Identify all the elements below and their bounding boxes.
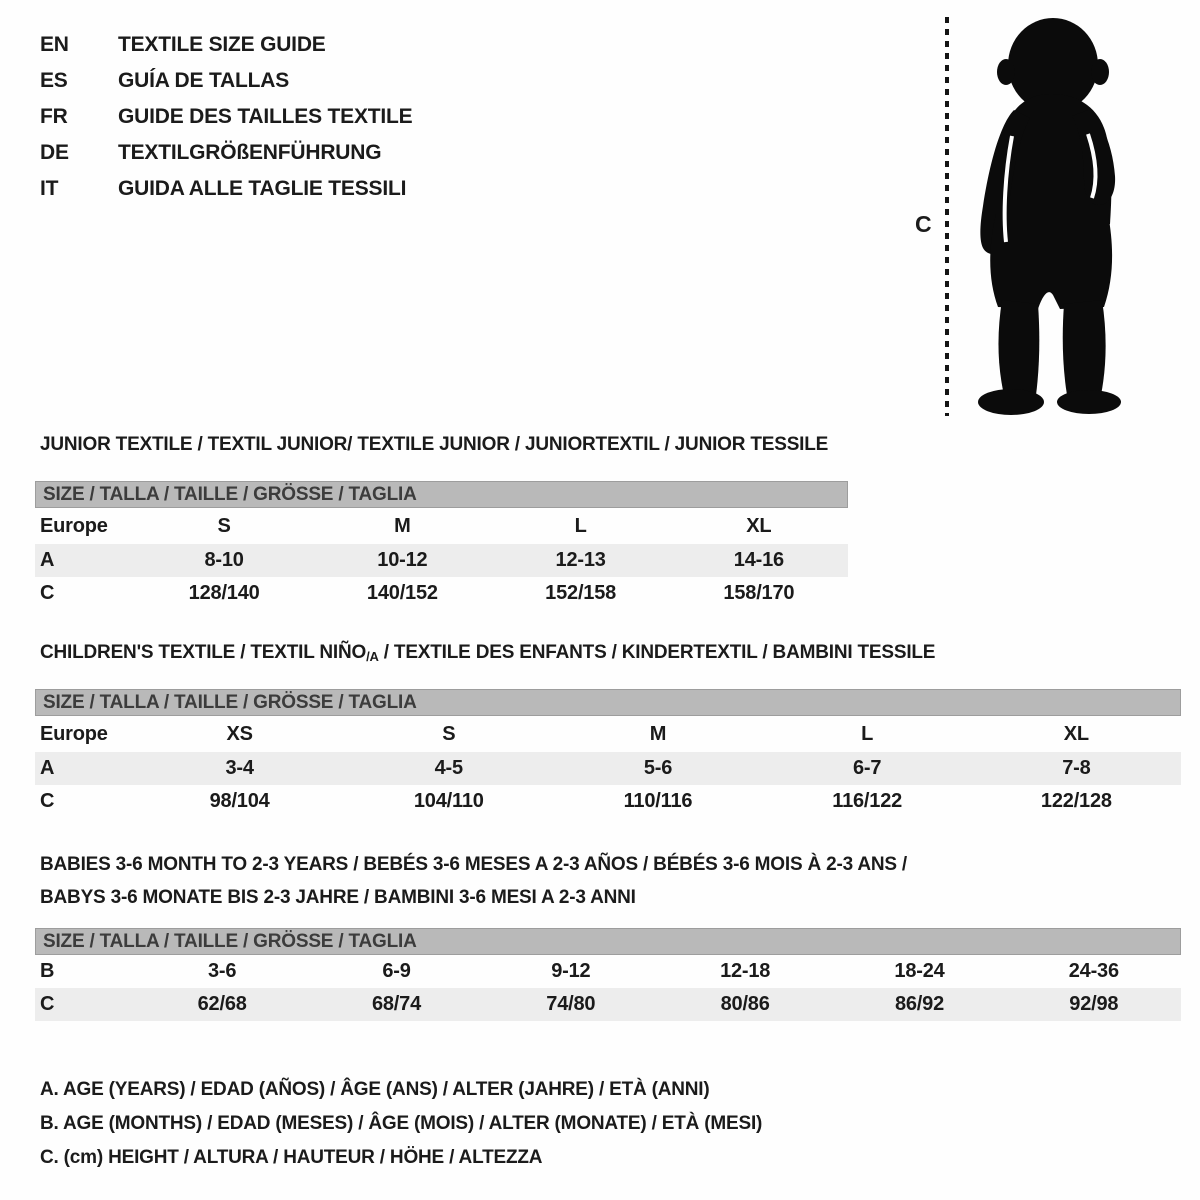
column-header: XS bbox=[226, 722, 253, 745]
legend-line-c: C. (cm) HEIGHT / ALTURA / HAUTEUR / HÖHE / ALTEZZA bbox=[40, 1147, 543, 1168]
language-row-fr bbox=[40, 99, 412, 135]
junior-size-table bbox=[35, 481, 848, 610]
measure-legend bbox=[40, 1073, 762, 1175]
guide-title: GUIDE DES TAILLES TEXTILE bbox=[118, 105, 413, 128]
cell: 116/122 bbox=[832, 790, 903, 812]
legend-line-a: A. AGE (YEARS) / EDAD (AÑOS) / ÂGE (ANS) / ALTER (JAHRE) / ETÀ (ANNI) bbox=[40, 1079, 710, 1100]
cell: 3-6 bbox=[208, 960, 237, 982]
table-row-age bbox=[35, 544, 848, 577]
column-header-row bbox=[35, 716, 1181, 752]
cell: 92/98 bbox=[1069, 993, 1119, 1015]
column-header: S bbox=[217, 514, 231, 537]
cell: 5-6 bbox=[643, 757, 673, 779]
cell: 12-13 bbox=[555, 549, 606, 571]
column-header: XL bbox=[746, 514, 772, 537]
cell: 4-5 bbox=[434, 757, 463, 779]
cell: 128/140 bbox=[188, 582, 260, 604]
guide-title: GUIDA ALLE TAGLIE TESSILI bbox=[118, 177, 407, 200]
cell: 98/104 bbox=[209, 790, 270, 812]
cell: 80/86 bbox=[720, 993, 770, 1015]
cell: 140/152 bbox=[366, 582, 438, 604]
guide-title: GUÍA DE TALLAS bbox=[118, 69, 290, 92]
cell: 14-16 bbox=[733, 549, 784, 571]
column-header: L bbox=[574, 514, 587, 537]
guide-title: TEXTILGRÖßENFÜHRUNG bbox=[118, 141, 382, 164]
column-header: XL bbox=[1063, 722, 1089, 745]
language-row-es bbox=[40, 63, 412, 99]
region-label: Europe bbox=[40, 722, 108, 745]
cell: 104/110 bbox=[413, 790, 484, 812]
cell: 24-36 bbox=[1068, 960, 1119, 982]
heading-text: CHILDREN'S TEXTILE / TEXTIL NIÑO bbox=[40, 642, 367, 663]
cell: 12-18 bbox=[720, 960, 771, 982]
heading-text: / TEXTILE DES ENFANTS / KINDERTEXTIL / BAMBINI TESSILE bbox=[378, 642, 936, 663]
column-header: L bbox=[861, 722, 874, 745]
column-header: M bbox=[394, 514, 411, 537]
row-label: C bbox=[40, 790, 55, 812]
babies-section-heading bbox=[40, 848, 907, 914]
language-row-it bbox=[40, 171, 412, 207]
row-label: C bbox=[40, 582, 55, 604]
language-code: IT bbox=[40, 177, 59, 200]
cell: 18-24 bbox=[894, 960, 945, 982]
guide-title: TEXTILE SIZE GUIDE bbox=[118, 33, 326, 56]
heading-line: BABIES 3-6 MONTH TO 2-3 YEARS / BEBÉS 3-6 MESES A 2-3 AÑOS / BÉBÉS 3-6 MOIS À 2-3 ANS / bbox=[40, 854, 908, 875]
cell: 10-12 bbox=[377, 549, 428, 571]
table-row-height bbox=[35, 785, 1181, 818]
table-row-age bbox=[35, 752, 1181, 785]
table-row-months bbox=[35, 955, 1181, 988]
children-size-table bbox=[35, 689, 1181, 818]
toddler-silhouette-icon bbox=[960, 14, 1144, 418]
children-section-heading bbox=[40, 642, 935, 664]
cell: 8-10 bbox=[204, 549, 244, 571]
row-label: B bbox=[40, 960, 55, 982]
heading-line: BABYS 3-6 MONATE BIS 2-3 JAHRE / BAMBINI 3-6 MESI A 2-3 ANNI bbox=[40, 887, 636, 908]
height-measure-dashed-line bbox=[945, 17, 949, 416]
row-label: C bbox=[40, 993, 55, 1015]
row-label: A bbox=[40, 757, 55, 779]
cell: 152/158 bbox=[545, 582, 617, 604]
cell: 110/116 bbox=[623, 790, 693, 812]
cell: 86/92 bbox=[894, 993, 944, 1015]
cell: 3-4 bbox=[225, 757, 254, 779]
babies-size-table bbox=[35, 928, 1181, 1021]
language-code: ES bbox=[40, 69, 68, 92]
junior-section-heading: JUNIOR TEXTILE / TEXTIL JUNIOR/ TEXTILE JUNIOR / JUNIORTEXTIL / JUNIOR TESSILE bbox=[40, 434, 829, 455]
cell: 6-7 bbox=[853, 757, 882, 779]
column-header: M bbox=[649, 722, 667, 745]
size-header-bar: SIZE / TALLA / TAILLE / GRÖSSE / TAGLIA bbox=[35, 689, 1181, 716]
language-code: EN bbox=[40, 33, 69, 56]
size-header-bar: SIZE / TALLA / TAILLE / GRÖSSE / TAGLIA bbox=[35, 481, 848, 508]
cell: 122/128 bbox=[1040, 790, 1112, 812]
language-code: DE bbox=[40, 141, 69, 164]
column-header-row bbox=[35, 508, 848, 544]
language-row-en bbox=[40, 27, 412, 63]
cell: 62/68 bbox=[197, 993, 247, 1015]
language-code: FR bbox=[40, 105, 68, 128]
cell: 7-8 bbox=[1062, 757, 1091, 779]
cell: 68/74 bbox=[371, 993, 422, 1015]
row-label: A bbox=[40, 549, 55, 571]
cell: 9-12 bbox=[551, 960, 591, 982]
height-measure-label: C bbox=[915, 211, 932, 237]
size-header-bar: SIZE / TALLA / TAILLE / GRÖSSE / TAGLIA bbox=[35, 928, 1181, 955]
cell: 6-9 bbox=[382, 960, 411, 982]
cell: 158/170 bbox=[723, 582, 795, 604]
cell: 74/80 bbox=[546, 993, 596, 1015]
language-title-block bbox=[40, 27, 412, 207]
language-row-de bbox=[40, 135, 412, 171]
column-header: S bbox=[442, 722, 456, 745]
table-row-height bbox=[35, 577, 848, 610]
table-row-height bbox=[35, 988, 1181, 1021]
heading-subscript: /A bbox=[366, 649, 379, 664]
legend-line-b: B. AGE (MONTHS) / EDAD (MESES) / ÂGE (MOIS) / ALTER (MONATE) / ETÀ (MESI) bbox=[40, 1113, 763, 1134]
region-label: Europe bbox=[40, 514, 108, 537]
